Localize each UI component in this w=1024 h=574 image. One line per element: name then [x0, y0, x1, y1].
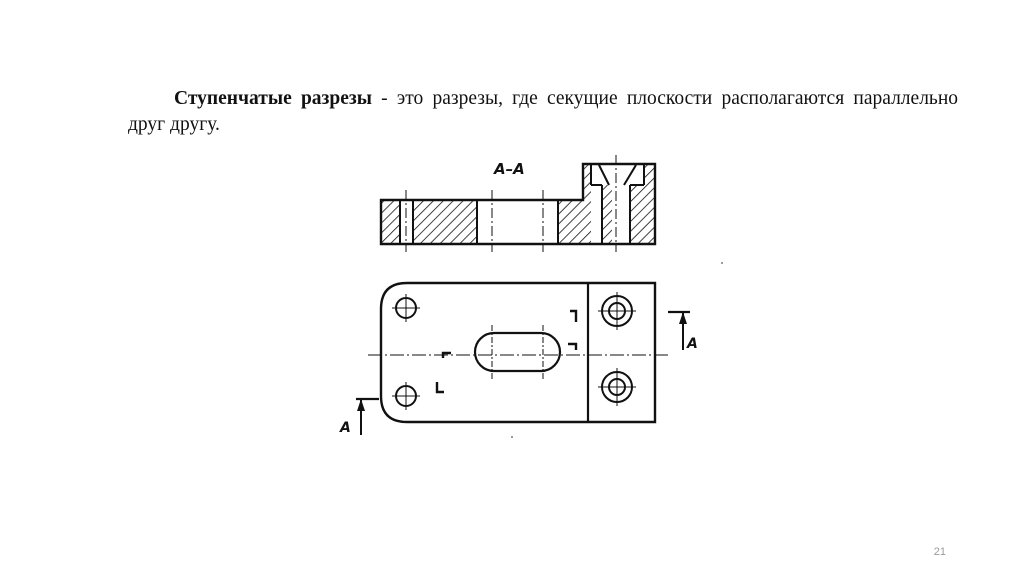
cutting-plane-marks — [437, 311, 576, 392]
definition-text: - это разрезы, где секущие плоскости располагаются параллельно друг другу. — [128, 88, 959, 135]
section-view — [381, 155, 655, 252]
slot — [475, 325, 560, 380]
section-title: А–А — [494, 160, 525, 178]
left-holes — [392, 294, 420, 410]
term-bold: Ступенчатые разрезы — [174, 88, 372, 109]
cut-label-right: А — [687, 336, 698, 352]
speck — [511, 436, 513, 438]
cut-label-left: А — [340, 420, 351, 436]
plan-view — [339, 283, 698, 436]
speck — [721, 262, 723, 264]
cut-arrow-right — [668, 312, 698, 352]
counterbore-holes — [598, 292, 636, 406]
page-number: 21 — [933, 546, 946, 558]
cut-arrow-left — [339, 399, 379, 436]
